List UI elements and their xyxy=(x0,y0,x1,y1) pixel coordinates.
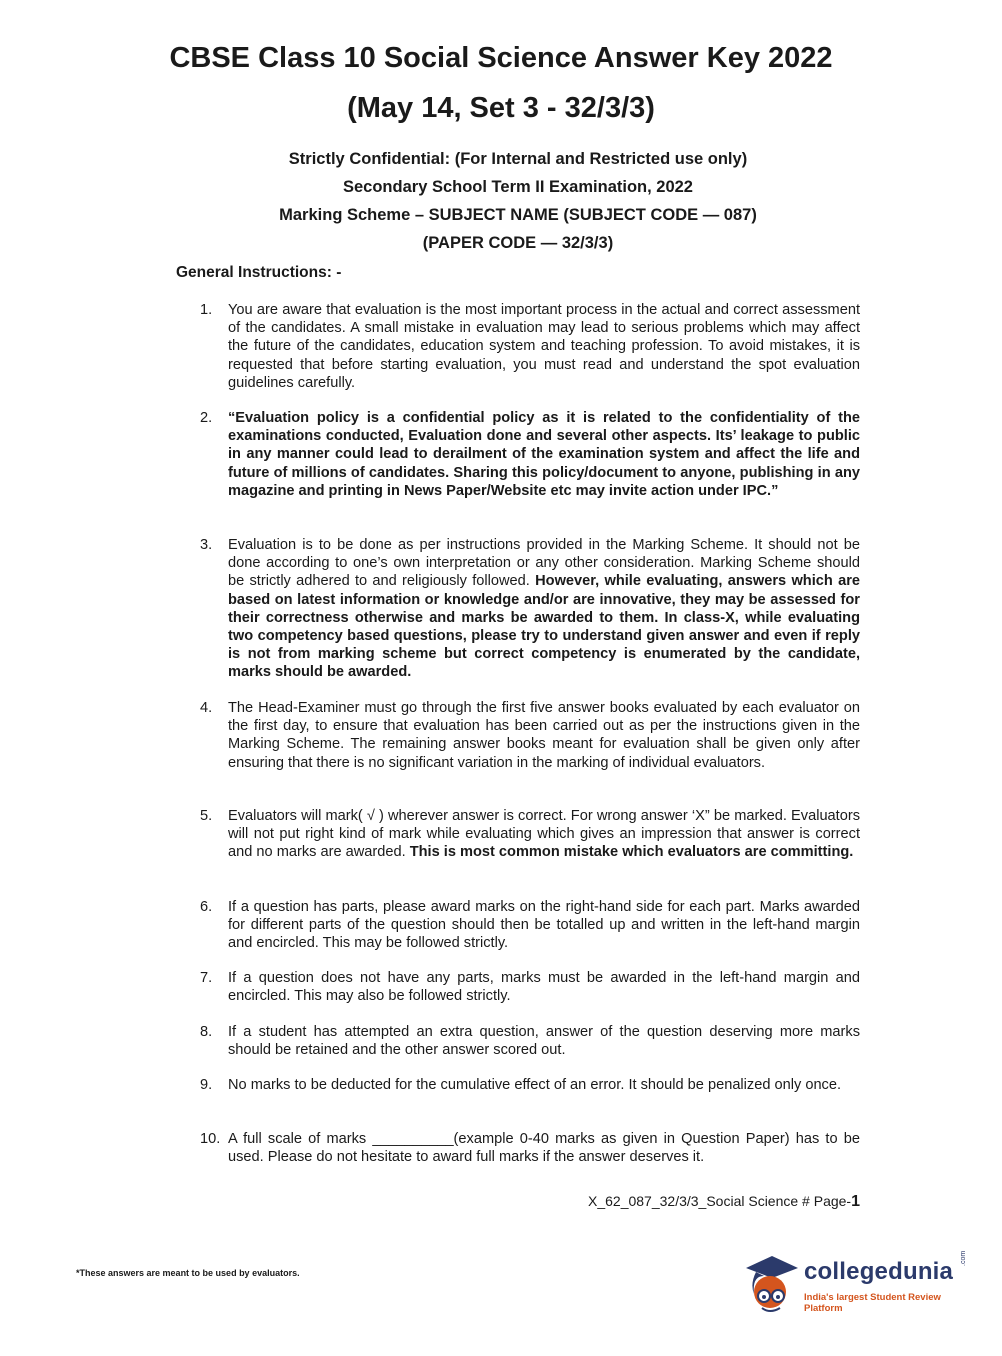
item-bold-text: However, while evaluating, answers which are based on latest information or knowledge and/or are innovative, they may be assessed for their correctness otherwise and marks be awarded to them. In class-X, while evaluating two competency based questions, please try to understand given answer and even if reply is not from marking scheme but correct competency is enumerated by the candidate, marks should be awarded. xyxy=(228,573,860,681)
collegedunia-logo xyxy=(742,1250,972,1322)
page-title: CBSE Class 10 Social Science Answer Key 2022 xyxy=(169,42,833,74)
item-text: You are aware that evaluation is the most important process in the actual and correct assessment of the candidates. A small mistake in evaluation may lead to serious problems which may affect the future of the candidates, education system and teaching profession. To avoid mistakes, it is requested that before starting evaluation, you must read and understand the spot evaluation guidelines carefully. xyxy=(228,302,860,391)
instruction-item xyxy=(200,1023,860,1059)
item-text: A full scale of marks __________(example 0-40 marks as given in Question Paper) has to be used. Please do not hesitate to award full marks if the answer deserves it. xyxy=(228,1131,860,1166)
item-number: 5. xyxy=(200,808,213,824)
item-text: No marks to be deducted for the cumulative effect of an error. It should be penalized only once. xyxy=(228,1077,842,1093)
item-bold-text: This is most common mistake which evaluators are committing. xyxy=(409,844,854,861)
item-bold-text: “Evaluation policy is a confidential policy as it is related to the confidentiality of the examinations conducted, Evaluation done and several other aspects. Its’ leakage to public in any manner could lead to derailment of the examination system and affect the life and future of millions of candidates. Sharing this policy/document to anyone, publishing in any magazine and printing in News Paper/Website etc may invite action under IPC.” xyxy=(228,410,860,499)
paper-code: (PAPER CODE — 32/3/3) xyxy=(422,234,614,252)
item-number: 6. xyxy=(200,899,213,915)
item-text: The Head-Examiner must go through the first five answer books evaluated by each evaluator on the first day, to ensure that evaluation has been carried out as per the instructions given in the Marking Scheme. The remaining answer books meant for evaluation shall be given only after ensuring that there is no significant variation in the marking of individual evaluators. xyxy=(228,700,860,771)
exam-name: Secondary School Term II Examination, 2022 xyxy=(343,178,693,196)
item-text: Evaluation is to be done as per instructions provided in the Marking Scheme. It should not be done according to one’s own interpretation or any other consideration. Marking Scheme should be strictly adhered to and religiously followed. xyxy=(228,537,860,590)
general-instructions-label: General Instructions: - xyxy=(176,264,342,281)
logo-tagline: India's largest Student Review Platform xyxy=(804,1292,941,1314)
page-footer-code xyxy=(588,1193,860,1211)
instruction-item xyxy=(200,301,860,392)
instruction-item xyxy=(200,898,860,953)
item-text: If a question has parts, please award marks on the right-hand side for each part. Marks awarded for different parts of the question should then be totalled up and written in the left-hand margin and encircled. This may be followed strictly. xyxy=(228,899,860,952)
instruction-item xyxy=(200,409,860,500)
instruction-item xyxy=(200,969,860,1005)
instruction-item xyxy=(200,536,860,682)
item-number: 7. xyxy=(200,970,213,986)
footnote: *These answers are meant to be used by evaluators. xyxy=(76,1268,300,1278)
marking-scheme-heading: Marking Scheme – SUBJECT NAME (SUBJECT CODE — 087) xyxy=(279,206,757,224)
item-number: 10. xyxy=(200,1131,221,1147)
instruction-item xyxy=(200,699,860,772)
item-number: 4. xyxy=(200,700,213,716)
item-text: If a question does not have any parts, marks must be awarded in the left-hand margin and encircled. This may also be followed strictly. xyxy=(228,970,860,1005)
item-number: 3. xyxy=(200,537,213,553)
item-text: If a student has attempted an extra question, answer of the question deserving more marks should be retained and the other answer scored out. xyxy=(228,1024,860,1059)
footer-code-text: X_62_087_32/3/3_Social Science # Page- xyxy=(588,1193,852,1209)
instruction-item xyxy=(200,1130,860,1166)
logo-name: collegedunia xyxy=(804,1258,954,1285)
mascot-icon xyxy=(742,1250,802,1322)
item-number: 2. xyxy=(200,410,213,426)
item-text: Evaluators will mark( √ ) wherever answer is correct. For wrong answer ‘X” be marked. Evaluators will not put right kind of mark while evaluating which gives an impression that answer is correct and no marks are awarded. xyxy=(228,808,860,861)
confidential-note: Strictly Confidential: (For Internal and Restricted use only) xyxy=(288,150,748,168)
page-subtitle: (May 14, Set 3 - 32/3/3) xyxy=(347,92,655,124)
instruction-item xyxy=(200,1076,860,1094)
instruction-item xyxy=(200,807,860,862)
item-number: 8. xyxy=(200,1024,213,1040)
item-number: 1. xyxy=(200,302,213,318)
item-number: 9. xyxy=(200,1077,213,1093)
page-number: 1 xyxy=(851,1193,860,1210)
logo-domain: .com xyxy=(960,1250,967,1266)
